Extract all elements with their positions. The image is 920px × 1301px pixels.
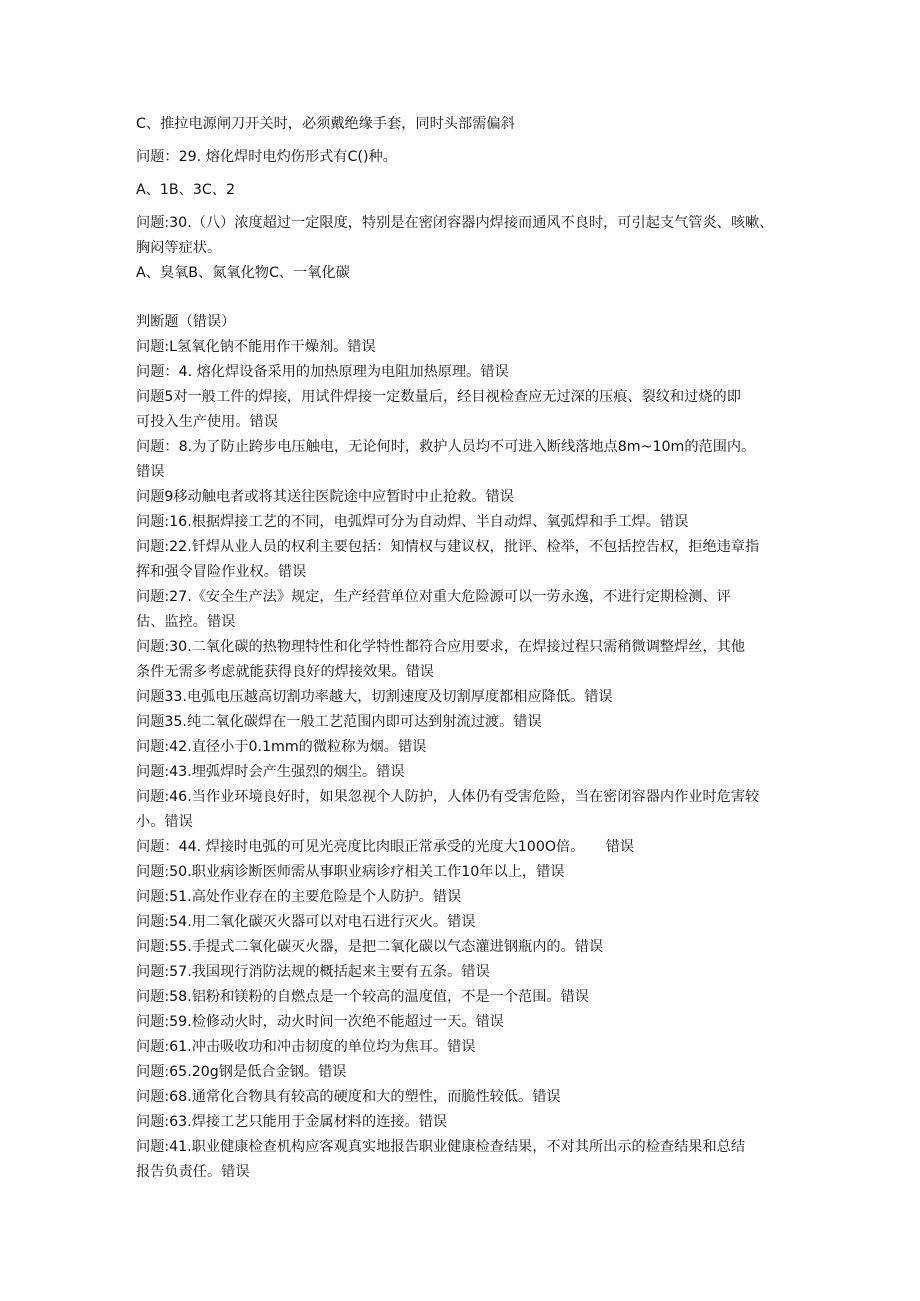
text-line: 问题:63.焊接工艺只能用于金属材料的连接。错误 — [136, 1114, 448, 1130]
text-line: 问题35.纯二氧化碳焊在一般工艺范围内即可达到射流过渡。错误 — [136, 714, 542, 730]
text-line: 问题9移动触电者或将其送往医院途中应暂时中止抢救。错误 — [136, 489, 514, 505]
text-line: 问题:55.手提式二氧化碳灭火器，是把二氧化碳以气态灌进钢瓶内的。错误 — [136, 939, 604, 955]
text-line: 条件无需多考虑就能获得良好的焊接效果。错误 — [136, 664, 434, 680]
text-line: 错误 — [136, 464, 165, 480]
text-line: 问题:30.二氧化碳的热物理特性和化学特性都符合应用要求，在焊接过程只需稍微调整焊丝，其他 — [136, 639, 746, 655]
section-heading: 判断题（错误） — [136, 314, 236, 330]
text-line: 胸闷等症状。 — [136, 240, 222, 256]
text-line: 报告负责任。错误 — [136, 1164, 250, 1180]
text-line: 问题:30.（八）浓度超过一定限度，特别是在密闭容器内焊接而通风不良时，可引起支气管炎、咳嗽、 — [136, 215, 774, 231]
text-line: 问题:22.钎焊从业人员的权利主要包括：知情权与建议权，批评、检举，不包括控告权，拒绝违章指 — [136, 539, 760, 555]
text-line: 问题:58.铝粉和镁粉的自燃点是一个较高的温度值，不是一个范围。错误 — [136, 989, 589, 1005]
text-line: 问题:27.《安全生产法》规定，生产经营单位对重大危险源可以一劳永逸，不进行定期检测、评 — [136, 589, 731, 605]
text-line: 问题：29. 熔化焊时电灼伤形式有C()种。 — [136, 149, 397, 165]
text-line: 小。错误 — [136, 814, 193, 830]
text-line: 问题:51.高处作业存在的主要危险是个人防护。错误 — [136, 889, 462, 905]
text-line: A、臭氧B、氮氧化物C、一氧化碳 — [136, 265, 350, 281]
text-line: 问题:43.埋弧焊时会产生强烈的烟尘。错误 — [136, 764, 405, 780]
text-line: 问题:59.检修动火时，动火时间一次绝不能超过一天。错误 — [136, 1014, 504, 1030]
text-line: 问题33.电弧电压越高切割功率越大，切割速度及切割厚度都相应降低。错误 — [136, 689, 613, 705]
text-line: 可投入生产使用。错误 — [136, 414, 278, 430]
text-line: C、推拉电源闸刀开关时，必须戴绝缘手套，同时头部需偏斜 — [136, 116, 515, 132]
text-line: 问题:61.冲击吸收功和冲击韧度的单位均为焦耳。错误 — [136, 1039, 476, 1055]
text-line: 问题:16.根据焊接工艺的不同，电弧焊可分为自动焊、半自动焊、氧弧焊和手工焊。错误 — [136, 514, 689, 530]
text-line: 问题：4. 熔化焊设备采用的加热原理为电阻加热原理。错误 — [136, 364, 509, 380]
text-line: 估、监控。错误 — [136, 614, 236, 630]
text-line: 问题:57.我国现行消防法规的概括起来主要有五条。错误 — [136, 964, 490, 980]
text-line: A、1B、3C、2 — [136, 182, 235, 198]
text-line: 问题:41.职业健康检查机构应客观真实地报告职业健康检查结果，不对其所出示的检查结果和总结 — [136, 1139, 746, 1155]
text-line: 问题:42.直径小于0.1mm的微粒称为烟。错误 — [136, 739, 427, 755]
text-line: 挥和强令冒险作业权。错误 — [136, 564, 307, 580]
text-line: 问题：8.为了防止跨步电压触电，无论何时，救护人员均不可进入断线落地点8m~10m的范围内。 — [136, 439, 756, 455]
text-line: 问题:65.20g钢是低合金钢。错误 — [136, 1064, 347, 1080]
text-line: 问题：44. 焊接时电弧的可见光亮度比肉眼正常承受的光度大100O倍。 错误 — [136, 839, 635, 855]
text-line: 问题:50.职业病诊断医师需从事职业病诊疗相关工作10年以上，错误 — [136, 864, 565, 880]
text-line: 问题:L氢氧化钠不能用作干燥剂。错误 — [136, 339, 376, 355]
text-line: 问题:68.通常化合物具有较高的硬度和大的塑性，而脆性较低。错误 — [136, 1089, 561, 1105]
text-line: 问题5对一般工件的焊接，用试件焊接一定数量后，经目视检查应无过深的压痕、裂纹和过烧的即 — [136, 389, 741, 405]
text-line: 问题:54.用二氧化碳灭火器可以对电石进行灭火。错误 — [136, 914, 476, 930]
text-line: 问题:46.当作业环境良好时，如果忽视个人防护，人体仍有受害危险，当在密闭容器内作业时危害较 — [136, 789, 760, 805]
